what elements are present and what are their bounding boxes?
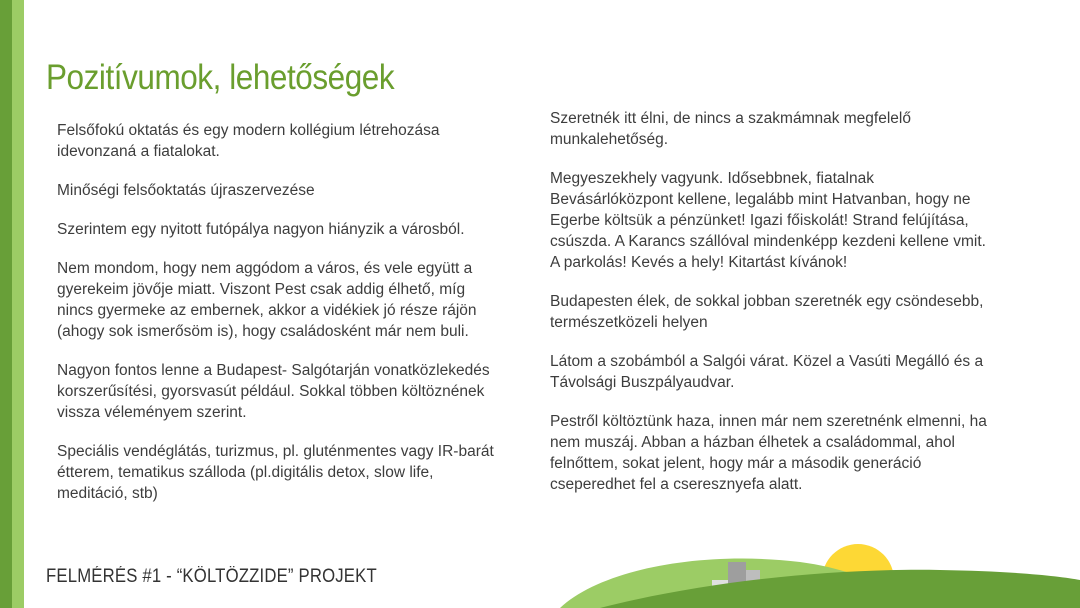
comment-paragraph: Pestről költöztünk haza, innen már nem szeretnénk elmenni, ha nem muszáj. Abban a házban élhetek a családommal, ahol felnőttem, sokat jelent, hogy már a második generáció cseperedhet fel a cseresznyefa alatt. <box>550 413 987 493</box>
accent-stripe-dark <box>0 0 12 608</box>
page-title: Pozitívumok, lehetőségek <box>46 58 395 97</box>
comment-paragraph: Minőségi felsőoktatás újraszervezése <box>57 182 315 199</box>
left-comment-column <box>57 120 502 522</box>
comment-paragraph: Speciális vendéglátás, turizmus, pl. gluténmentes vagy IR-barát étterem, tematikus szálloda (pl.digitális detox, slow life, meditáció, stb) <box>57 443 494 502</box>
comment-paragraph: Nem mondom, hogy nem aggódom a város, és vele együtt a gyerekeim jövője miatt. Viszont Pest csak addig élhető, míg nincs gyermeke az embernek, akkor a vidékiek jó része rájön (ahogy sok ismerősöm is), hogy családosként már nem buli. <box>57 260 477 340</box>
accent-stripe-light <box>12 0 24 608</box>
comment-paragraph: Felsőfokú oktatás és egy modern kollégium létrehozása idevonzaná a fiatalokat. <box>57 122 440 160</box>
right-comment-column <box>550 108 995 513</box>
footer-project-label: FELMÉRÉS #1 - “KÖLTÖZZIDE” PROJEKT <box>46 566 377 587</box>
comment-paragraph: Szeretnék itt élni, de nincs a szakmámnak megfelelő munkalehetőség. <box>550 110 911 148</box>
landscape-illustration <box>560 540 1080 608</box>
comment-paragraph: Látom a szobámból a Salgói várat. Közel a Vasúti Megálló és a Távolsági Buszpályaudvar. <box>550 353 984 391</box>
comment-paragraph: Szerintem egy nyitott futópálya nagyon hiányzik a városból. <box>57 221 465 238</box>
comment-paragraph: Budapesten élek, de sokkal jobban szeretnék egy csöndesebb, természetközeli helyen <box>550 293 984 331</box>
comment-paragraph: Nagyon fontos lenne a Budapest- Salgótarján vonatközlekedés korszerűsítési, gyorsvasút például. Sokkal többen költöznének vissza véleményem szerint. <box>57 362 490 421</box>
comment-paragraph: Megyeszekhely vagyunk. Idősebbnek, fiatalnak Bevásárlóközpont kellene, legalább mint Hatvanban, hogy ne Egerbe költsük a pénzünket! Igazi főiskolát! Strand felújítása, csúszda. A Karancs szállóval mindenképp kezdeni kellene vmit. A parkolás! Kevés a hely! Kitartást kívánok! <box>550 170 986 271</box>
